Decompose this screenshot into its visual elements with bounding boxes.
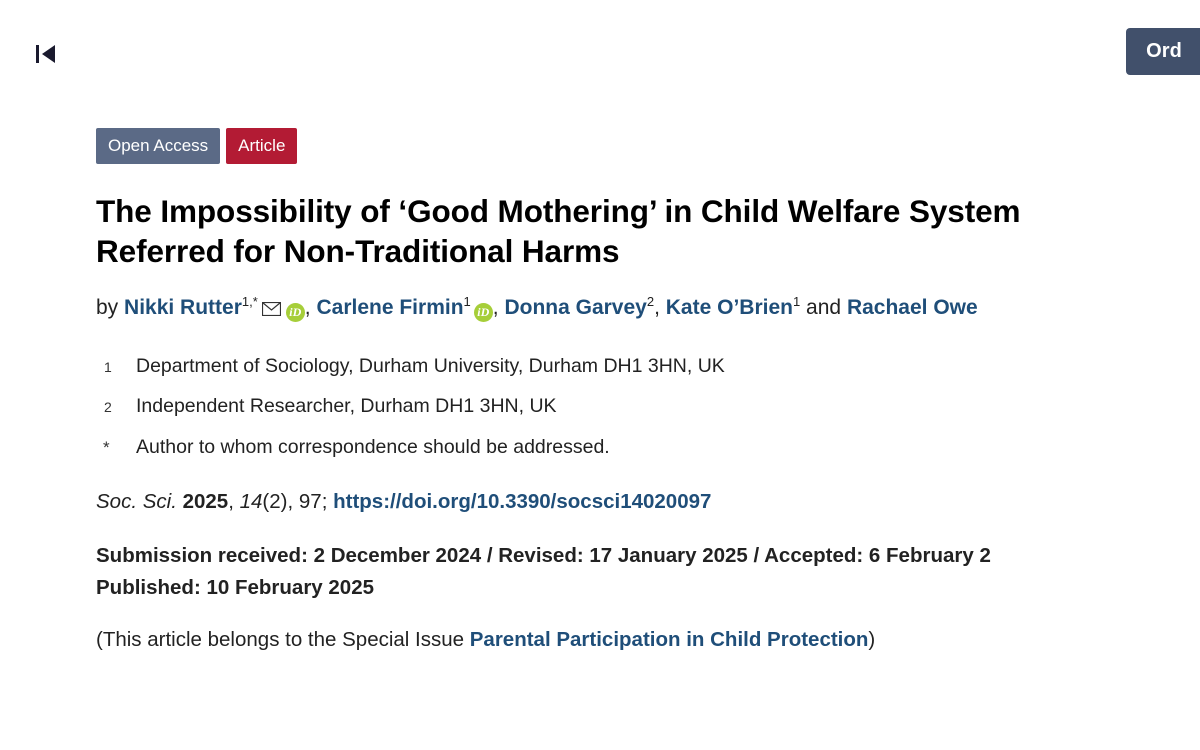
affiliation-text: Department of Sociology, Durham University, Durham DH1 3HN, UK	[136, 354, 725, 377]
badge-row	[96, 128, 1200, 164]
page-title	[96, 191, 1200, 272]
affiliation-marker: *	[103, 437, 110, 457]
author-list: by Nikki Rutter$^{1,*}$iD , Carlene Firmin$^1$iD , Donna Garvey$^2$, Kate O’Brien$^1$ and Rachael Owe	[96, 294, 1200, 323]
affiliation-marker: 1	[104, 358, 112, 375]
author-link-3[interactable]: Donna Garvey	[504, 295, 647, 319]
top-bar	[0, 0, 1200, 105]
special-issue-prefix: (This article belongs to the Special Issue	[96, 627, 470, 651]
citation-volume: 14	[239, 490, 263, 514]
citation-article-number: 97	[298, 490, 322, 514]
order-article-label: Ord	[1146, 40, 1182, 62]
submission-dates-line: Submission received: 2 December 2024 / Revised: 17 January 2025 / Accepted: 6 February 2	[96, 544, 991, 568]
affiliation-item	[96, 397, 1200, 417]
publication-dates	[96, 540, 1200, 604]
citation-year: 2025	[182, 490, 229, 514]
orcid-icon-1[interactable]: iD	[286, 303, 305, 322]
collapse-left-icon	[31, 39, 61, 69]
author-sup-2: 1	[463, 293, 471, 309]
order-article-button[interactable]	[1126, 28, 1200, 75]
citation-issue: (2)	[262, 490, 288, 514]
orcid-icon-2[interactable]: iD	[474, 303, 493, 322]
author-sup-3: 2	[646, 293, 655, 309]
affiliation-marker: 2	[104, 399, 112, 416]
citation-line: Soc. Sci. 2025, 14(2), 97; https://doi.org/10.3390/socsci14020097	[96, 490, 712, 514]
author-sup-1: 1,*	[241, 293, 258, 309]
author-link-2[interactable]: Carlene Firmin	[316, 295, 464, 319]
status-badge-article-type[interactable]: Article	[226, 128, 297, 164]
page-title-line-1: The Impossibility of ‘Good Mothering’ in Child Welfare System	[96, 193, 1021, 229]
status-badge-open-access[interactable]: Open Access	[96, 128, 220, 164]
author-link-4[interactable]: Kate O’Brien	[665, 295, 793, 319]
affiliation-text: Independent Researcher, Durham DH1 3HN, UK	[136, 395, 557, 418]
author-link-1[interactable]: Nikki Rutter	[124, 295, 242, 319]
collapse-sidebar-button[interactable]	[26, 34, 66, 74]
affiliation-list	[96, 354, 1200, 458]
affiliation-item	[96, 354, 1200, 377]
article-header	[96, 128, 1200, 652]
special-issue-link[interactable]: Parental Participation in Child Protection	[469, 627, 869, 651]
doi-link[interactable]: https://doi.org/10.3390/socsci14020097	[333, 490, 712, 514]
page-title-line-2: Referred for Non-Traditional Harms	[96, 233, 620, 270]
affiliation-item	[96, 435, 1200, 458]
special-issue-suffix: )	[868, 627, 876, 651]
affiliation-text: Author to whom correspondence should be addressed.	[136, 435, 610, 458]
special-issue-note	[96, 628, 1200, 652]
journal-name: Soc. Sci.	[96, 490, 177, 514]
author-sup-4: 1	[792, 293, 801, 309]
email-icon[interactable]	[262, 296, 281, 323]
published-date-line: Published: 10 February 2025	[96, 576, 375, 600]
author-list-conjunction: and	[806, 295, 842, 319]
byline-prefix: by	[96, 295, 119, 319]
author-link-5[interactable]: Rachael Owe	[846, 295, 978, 319]
